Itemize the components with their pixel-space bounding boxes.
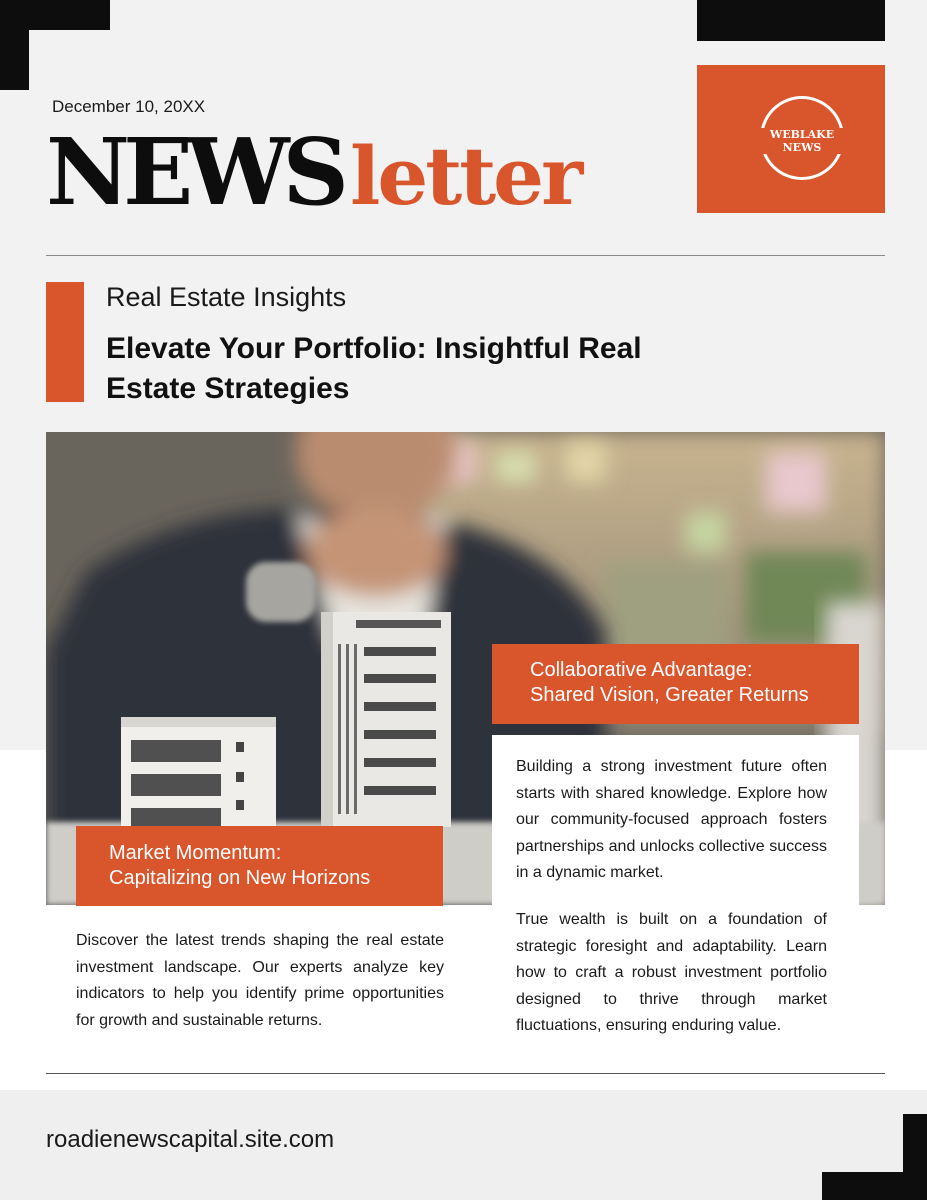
masthead-letter: letter	[349, 129, 581, 223]
logo-line-2: NEWS	[752, 141, 852, 154]
market-card-title	[109, 841, 429, 891]
footer-website-link[interactable]: roadienewscapital.site.com	[46, 1126, 335, 1153]
collaborative-title-line-2: Shared Vision, Greater Returns	[530, 684, 809, 706]
market-paragraph: Discover the latest trends shaping the real estate investment landscape. Our experts analyze key indicators to help you identify prime opportunities for growth and sustainable returns.	[76, 932, 444, 1029]
footer-divider	[46, 1073, 885, 1074]
masthead-news: NEWS	[46, 118, 342, 226]
logo-line-1: WEBLAKE	[752, 128, 852, 141]
section-kicker: Real Estate Insights	[106, 282, 347, 312]
corner-decoration-top-right	[697, 0, 885, 41]
collaborative-paragraph-2: True wealth is built on a foundation of strategic foresight and adaptability. Learn how to craft a robust investment portfolio designed to thrive through market fluctuations, ensuring enduring value.	[516, 911, 827, 1034]
corner-decoration-top-left-vertical	[0, 0, 29, 90]
collaborative-card-title	[530, 658, 850, 708]
feature-headline: Elevate Your Portfolio: Insightful Real Estate Strategies	[106, 332, 642, 405]
masthead	[46, 112, 580, 232]
header-divider	[46, 255, 885, 256]
market-title-line-1: Market Momentum:	[109, 842, 282, 864]
market-title-line-2: Capitalizing on New Horizons	[109, 867, 371, 889]
corner-decoration-bottom-right-vertical	[903, 1114, 927, 1200]
section-accent-bar	[46, 282, 84, 402]
issue-date: December 10, 20XX	[52, 97, 206, 116]
logo	[752, 128, 852, 154]
collaborative-paragraph-1: Building a strong investment future often starts with shared knowledge. Explore how our community-focused approach fosters partnerships and unlocks collective success in a dynamic market.	[516, 758, 827, 881]
collaborative-title-line-1: Collaborative Advantage:	[530, 659, 753, 681]
